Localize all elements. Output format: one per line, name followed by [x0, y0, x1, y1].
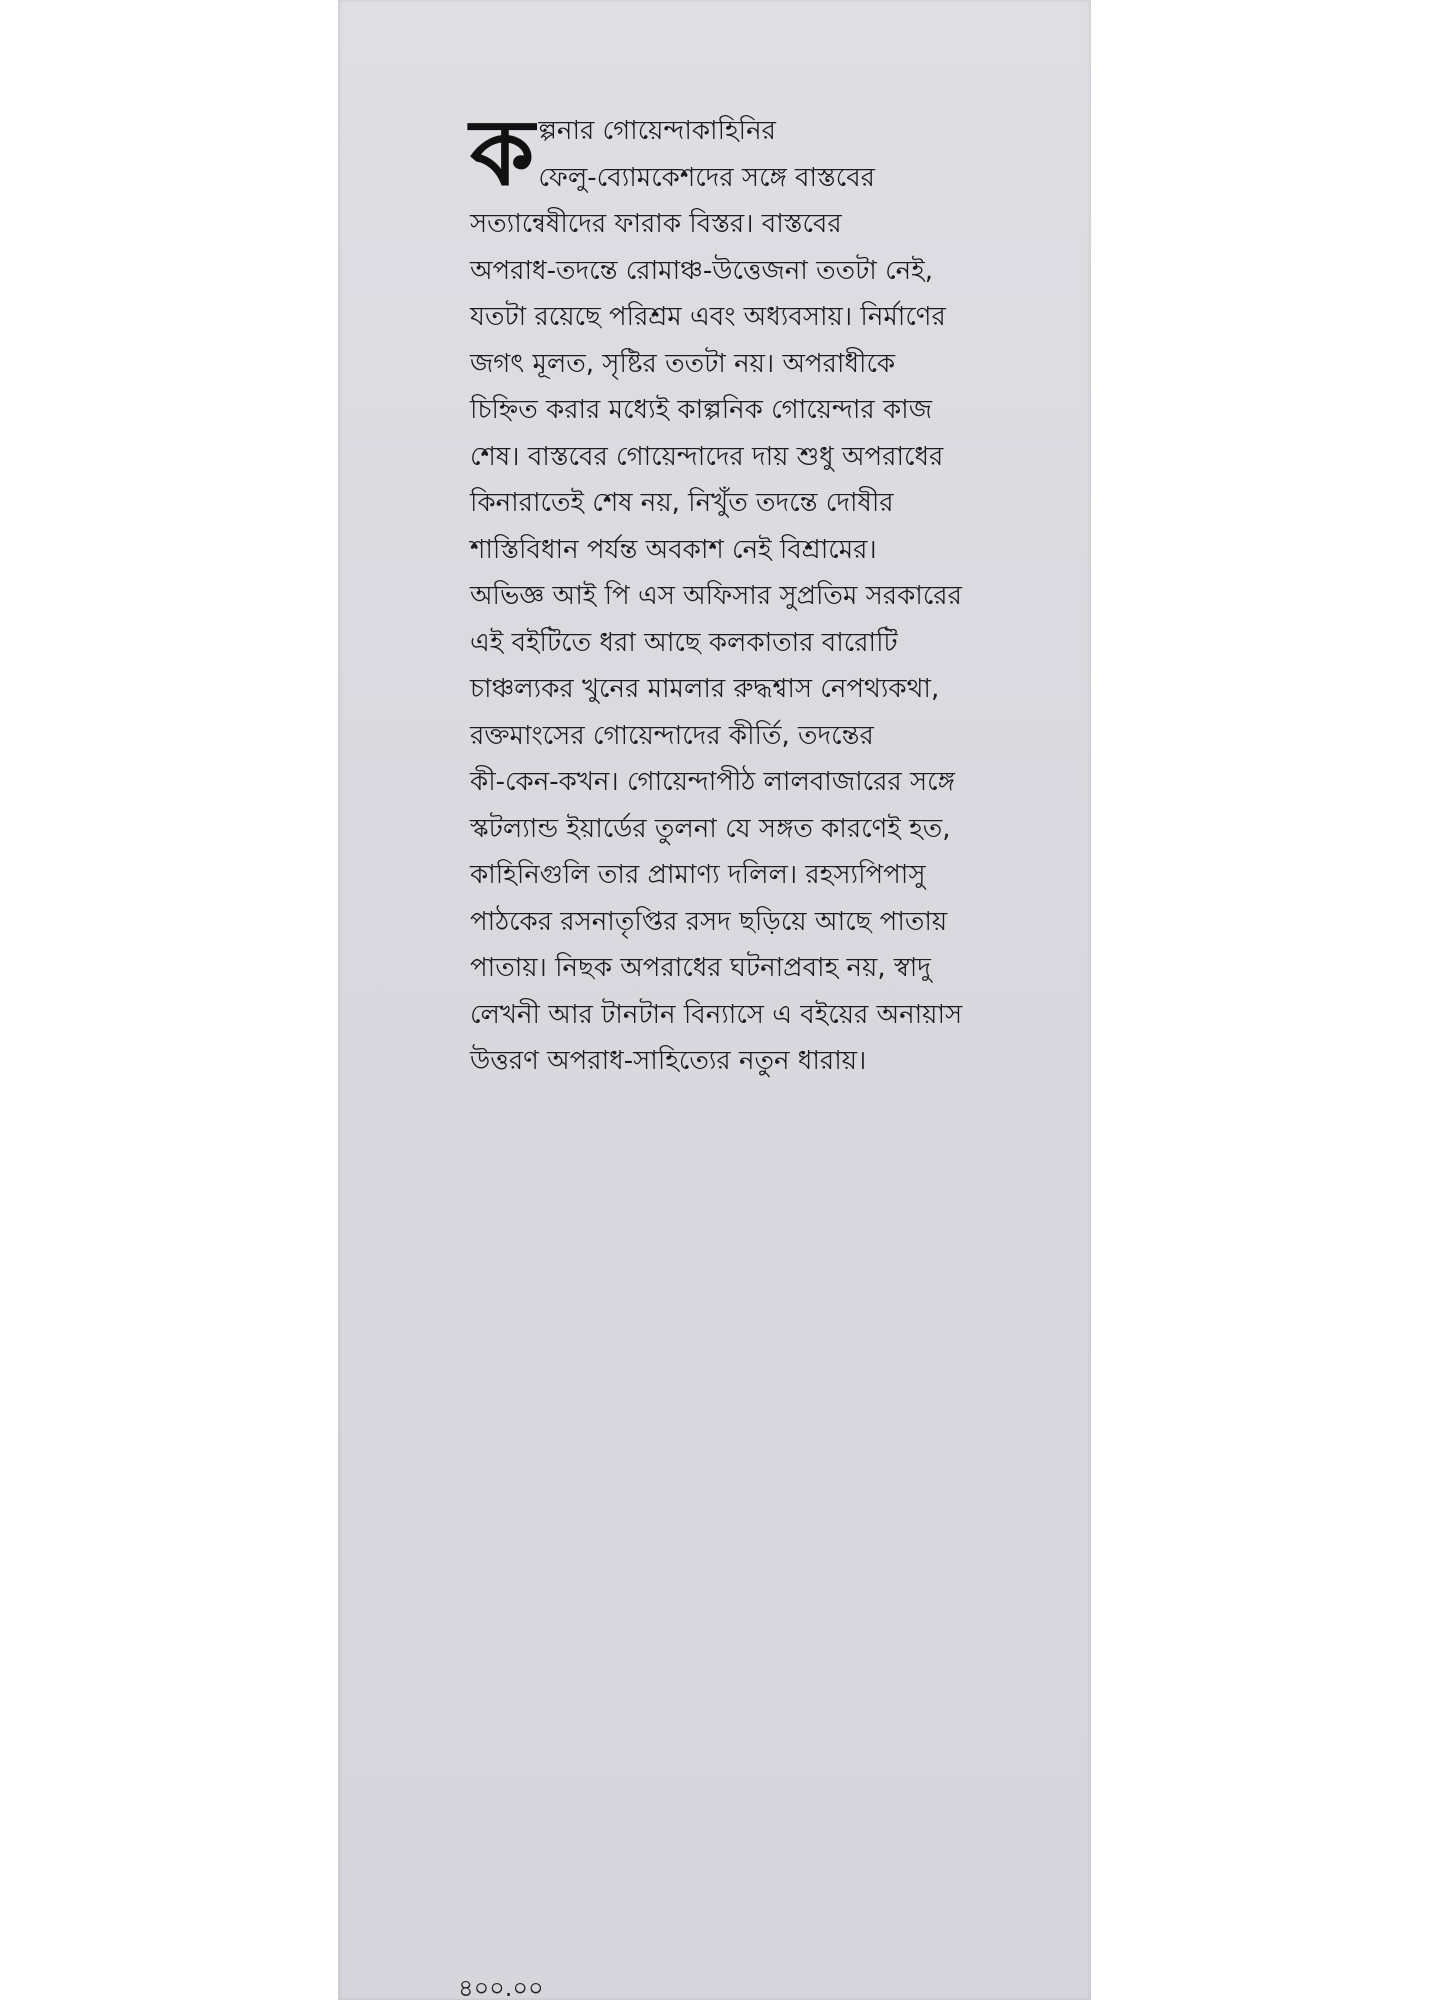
blurb-line: ল্পনার গোয়েন্দাকাহিনির [538, 116, 776, 146]
blurb-line: অভিজ্ঞ আই পি এস অফিসার সুপ্রতিম সরকারের [470, 581, 962, 611]
blurb-line: রক্তমাংসের গোয়েন্দাদের কীর্তি, তদন্তের [470, 720, 874, 751]
blurb-line: শেষ। বাস্তবের গোয়েন্দাদের দায় শুধু অপরাধের [470, 441, 944, 472]
blurb-line: যতটা রয়েছে পরিশ্রম এবং অধ্যবসায়। নির্মাণের [470, 302, 946, 332]
blurb-line: জগৎ মূলত, সৃষ্টির ততটা নয়। অপরাধীকে [470, 348, 896, 379]
blurb-line: উত্তরণ অপরাধ-সাহিত্যের নতুন ধারায়। [470, 1046, 867, 1076]
blurb-line: পাঠকের রসনাতৃপ্তির রসদ ছড়িয়ে আছে পাতায় [470, 906, 948, 937]
blurb-line: কী-কেন-কখন। গোয়েন্দাপীঠ লালবাজারের সঙ্গে [470, 767, 955, 797]
price-label: ৪০০.০০ [458, 1974, 544, 2000]
blurb-line: সত্যান্বেষীদের ফারাক বিস্তর। বাস্তবের [470, 209, 842, 239]
blurb-line: অপরাধ-তদন্তে রোমাঞ্চ-উত্তেজনা ততটা নেই, [470, 255, 933, 286]
blurb-line: ফেলু-ব্যোমকেশদের সঙ্গে বাস্তবের [538, 162, 875, 193]
blurb-line: কিনারাতেই শেষ নয়, নিখুঁত তদন্তে দোষীর [470, 488, 894, 518]
blurb-line: শাস্তিবিধান পর্যন্ত অবকাশ নেই বিশ্রামের। [470, 534, 877, 565]
blurb-line: কাহিনিগুলি তার প্রামাণ্য দলিল। রহস্যপিপাসু [470, 860, 926, 890]
blurb-line: চিহ্নিত করার মধ্যেই কাল্পনিক গোয়েন্দার কাজ [470, 395, 932, 425]
blurb-first-row [470, 98, 1030, 206]
blurb-line: লেখনী আর টানটান বিন্যাসে এ বইয়ের অনায়াস [470, 999, 963, 1030]
first-lines [538, 108, 875, 201]
blurb-line: স্কটল্যান্ড ইয়ার্ডের তুলনা যে সঙ্গত কারণেই হত, [470, 813, 951, 844]
blurb-line: পাতায়। নিছক অপরাধের ঘটনাপ্রবাহ নয়, স্বাদু [470, 953, 931, 983]
blurb-line: এই বইটিতে ধরা আছে কলকাতার বারোটি [470, 627, 898, 658]
blurb-line: চাঞ্চল্যকর খুনের মামলার রুদ্ধশ্বাস নেপথ্যকথা, [470, 674, 940, 704]
drop-cap: ক [470, 98, 535, 206]
blurb-text [470, 98, 1030, 1085]
